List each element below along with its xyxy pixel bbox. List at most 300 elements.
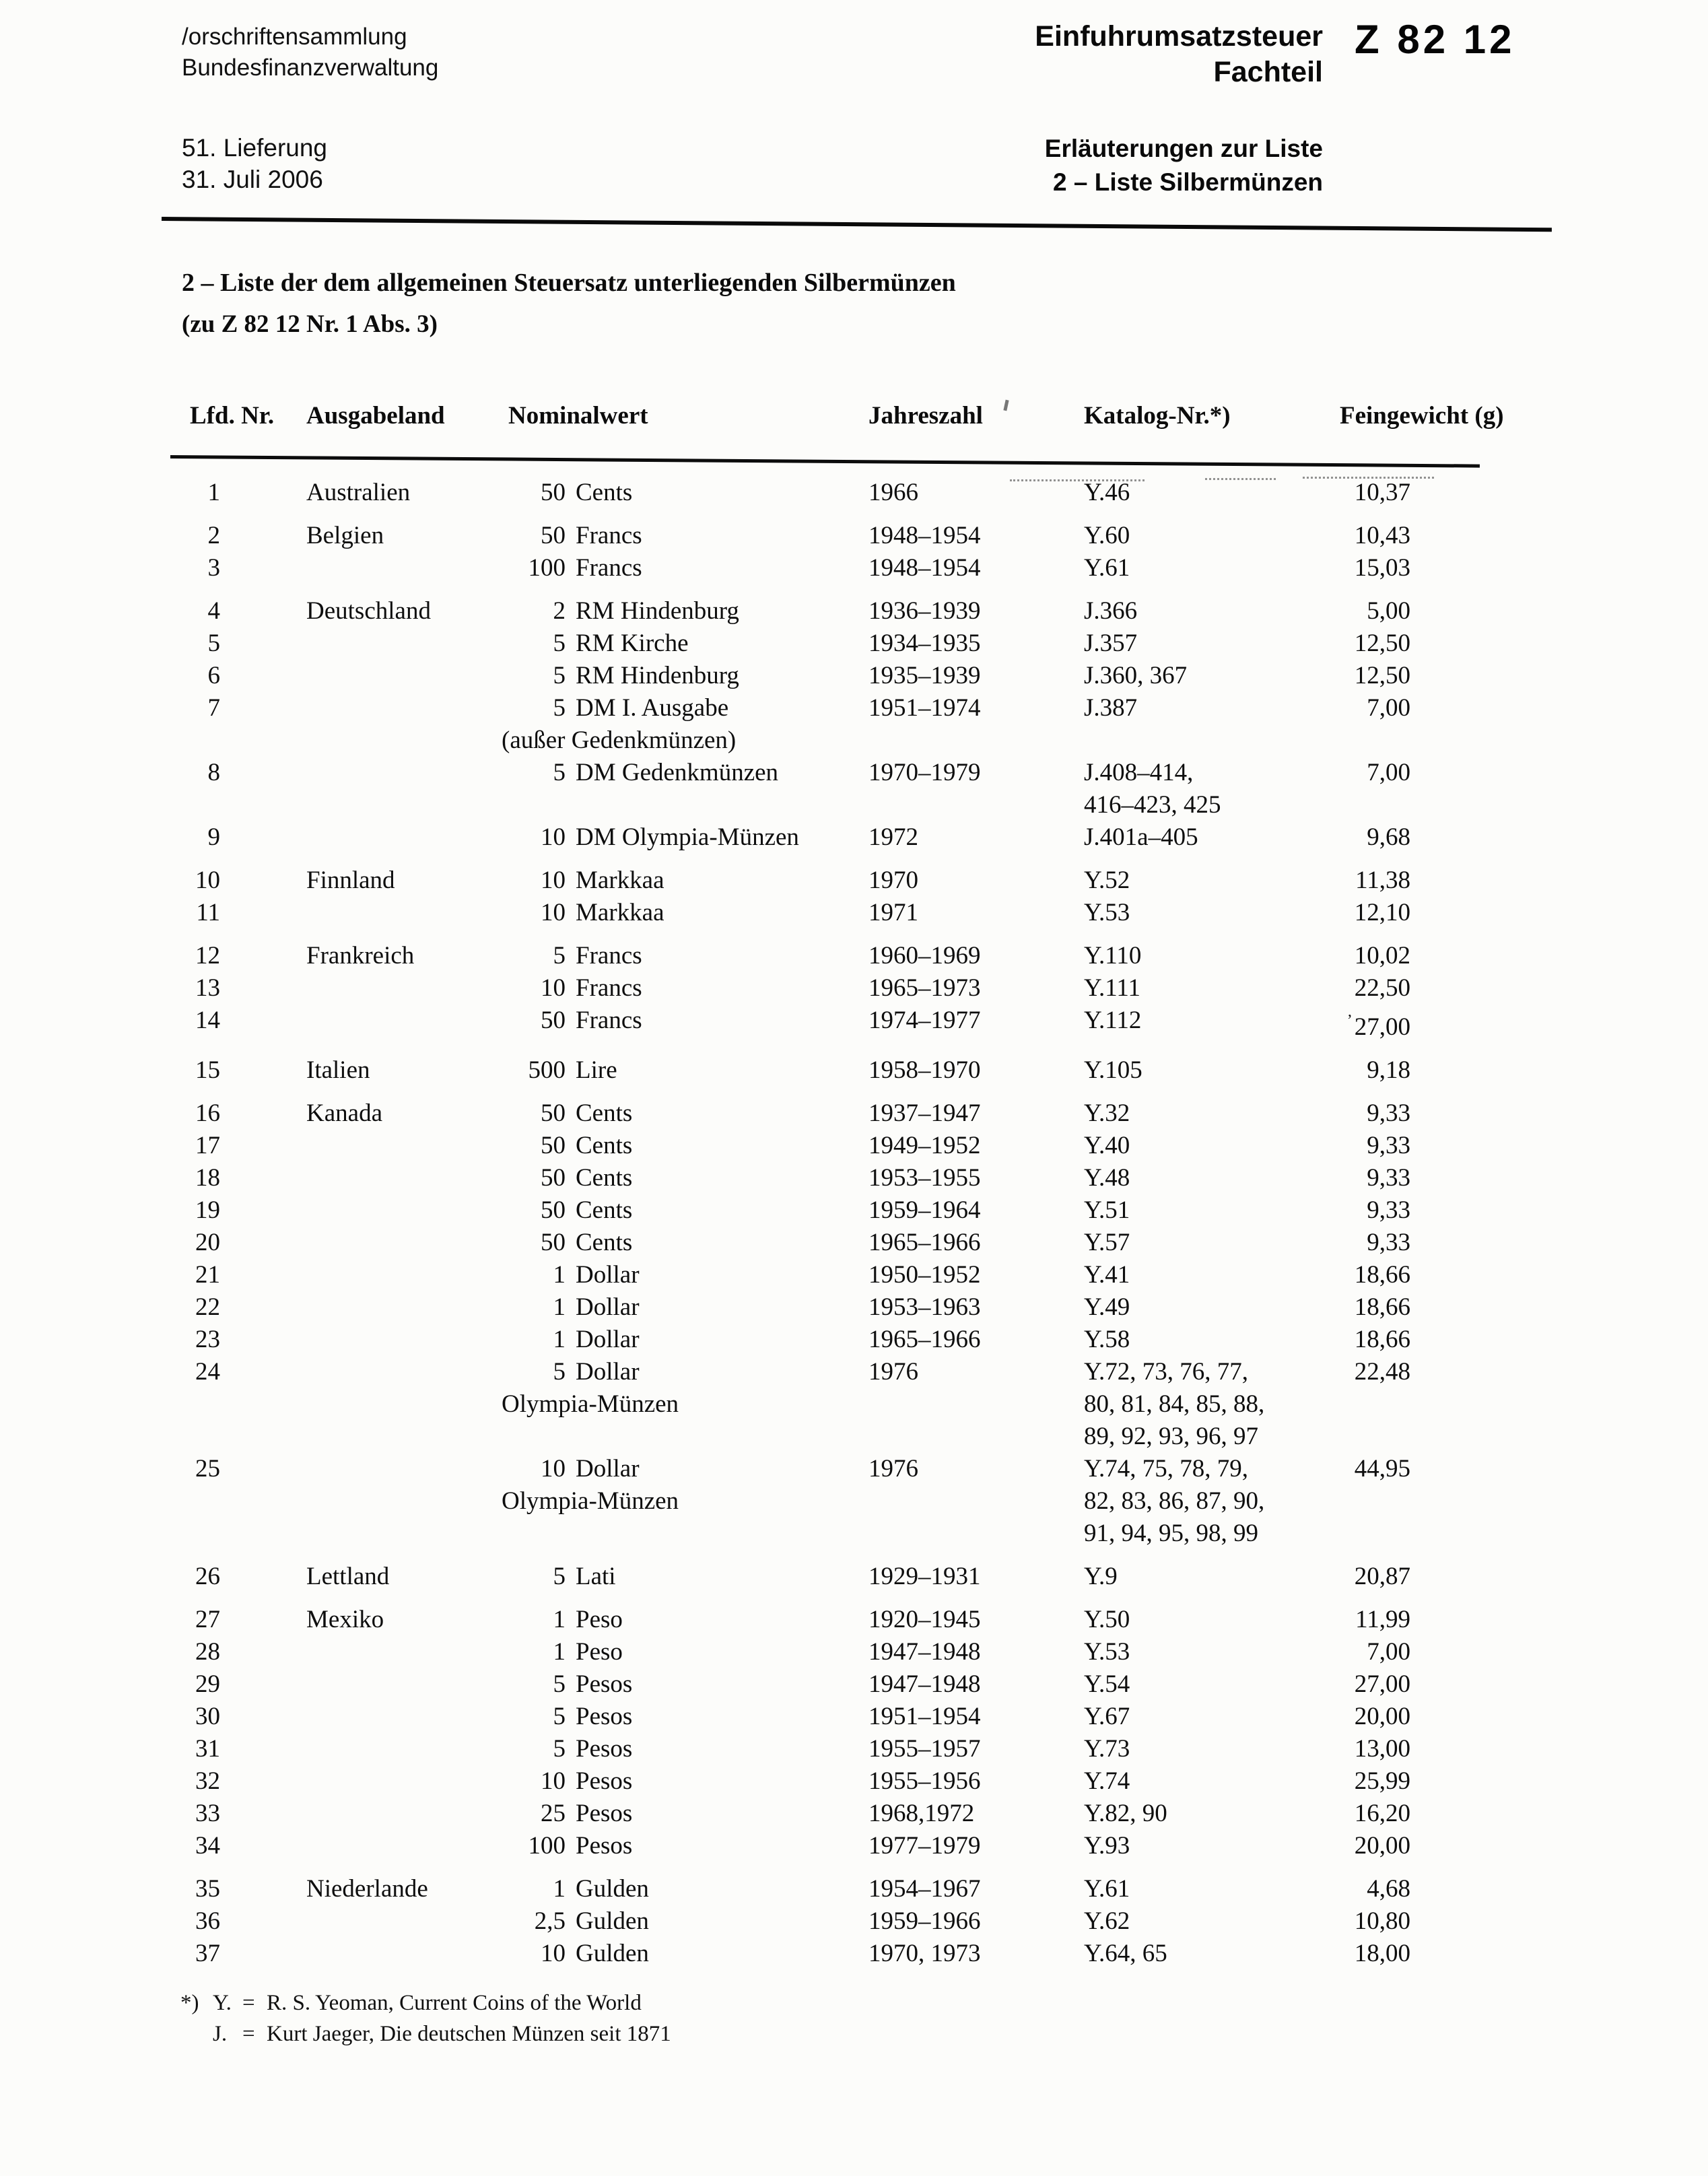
cell-katalog-nr bbox=[1023, 864, 1279, 897]
cell-ausgabeland bbox=[220, 1453, 471, 1550]
cell-jahreszahl: 1972 bbox=[868, 823, 918, 851]
cell-nominalwert bbox=[471, 1905, 808, 1938]
nominal-amount: 1 bbox=[553, 1261, 566, 1289]
cell-feingewicht: 13,00 bbox=[1354, 1735, 1410, 1763]
nominal-amount: 5 bbox=[553, 1735, 566, 1763]
masthead-left bbox=[182, 22, 438, 195]
cell-nominalwert bbox=[471, 1324, 808, 1356]
nominal-unit: DM Gedenkmünzen bbox=[576, 759, 779, 786]
cell-feingewicht: 7,00 bbox=[1367, 694, 1410, 722]
delivery-info bbox=[182, 132, 438, 195]
nominal-unit: Markkaa bbox=[576, 899, 664, 926]
cell-jahreszahl: 1950–1952 bbox=[868, 1261, 981, 1289]
cell-nominalwert bbox=[471, 1130, 808, 1162]
table-row bbox=[178, 477, 1410, 509]
column-header-ausgabeland: Ausgabeland bbox=[306, 402, 445, 430]
nominal-amount: 50 bbox=[541, 522, 566, 549]
katalog-line: Y.61 bbox=[1084, 554, 1130, 582]
cell-lfd-nr: 26 bbox=[195, 1563, 220, 1590]
footnote-line bbox=[180, 2018, 671, 2049]
cell-feingewicht: 22,50 bbox=[1354, 974, 1410, 1002]
katalog-line: J.360, 367 bbox=[1084, 662, 1188, 689]
katalog-line: Y.52 bbox=[1084, 866, 1130, 894]
nominal-amount: 10 bbox=[541, 899, 566, 926]
cell-katalog-nr bbox=[1023, 1938, 1279, 1970]
delivery-number: 51. Lieferung bbox=[182, 134, 328, 162]
cell-ausgabeland bbox=[220, 627, 471, 660]
table-row bbox=[178, 1636, 1410, 1668]
cell-ausgabeland: Finnland bbox=[306, 866, 395, 894]
nominal-unit: Pesos bbox=[576, 1832, 633, 1860]
column-header-nominalwert: Nominalwert bbox=[508, 402, 648, 430]
cell-lfd-nr: 27 bbox=[195, 1606, 220, 1633]
cell-feingewicht: 20,00 bbox=[1354, 1832, 1410, 1860]
nominal-line bbox=[471, 1162, 808, 1194]
cell-lfd-nr: 36 bbox=[195, 1907, 220, 1935]
katalog-line: J.408–414, bbox=[1084, 759, 1194, 786]
table-row bbox=[178, 692, 1410, 757]
katalog-line: Y.32 bbox=[1084, 1099, 1130, 1127]
nominal-line bbox=[471, 821, 808, 854]
cell-jahreszahl: 1970, 1973 bbox=[868, 1940, 981, 1967]
cell-ausgabeland: Australien bbox=[306, 479, 411, 506]
document-code: Z 82 12 bbox=[1355, 17, 1515, 62]
katalog-line: Y.67 bbox=[1084, 1703, 1130, 1730]
cell-nominalwert bbox=[471, 1162, 808, 1194]
cell-feingewicht: 9,33 bbox=[1367, 1229, 1410, 1256]
cell-katalog-nr bbox=[1023, 940, 1279, 972]
table-row bbox=[178, 897, 1410, 929]
cell-katalog-nr bbox=[1023, 1259, 1279, 1291]
table-row bbox=[178, 660, 1410, 692]
cell-katalog-nr bbox=[1023, 1194, 1279, 1227]
nominal-line bbox=[471, 1798, 808, 1830]
cell-katalog-nr bbox=[1023, 1873, 1279, 1905]
cell-ausgabeland bbox=[220, 1636, 471, 1668]
nominal-unit: Dollar bbox=[576, 1293, 640, 1321]
cell-jahreszahl: 1966 bbox=[868, 479, 918, 506]
cell-jahreszahl: 1936–1939 bbox=[868, 597, 981, 625]
table-row bbox=[178, 1356, 1410, 1453]
cell-nominalwert bbox=[471, 627, 808, 660]
nominal-unit: Dollar bbox=[576, 1358, 640, 1386]
cell-ausgabeland bbox=[220, 757, 471, 821]
cell-nominalwert bbox=[471, 520, 808, 552]
cell-ausgabeland bbox=[220, 1733, 471, 1765]
cell-lfd-nr: 14 bbox=[195, 1007, 220, 1034]
table-row bbox=[178, 1604, 1410, 1636]
katalog-line: Y.51 bbox=[1084, 1196, 1130, 1224]
cell-feingewicht: 9,33 bbox=[1367, 1164, 1410, 1192]
cell-jahreszahl: 1929–1931 bbox=[868, 1563, 981, 1590]
cell-ausgabeland bbox=[220, 1259, 471, 1291]
cell-jahreszahl: 1953–1955 bbox=[868, 1164, 981, 1192]
nominal-amount: 5 bbox=[553, 662, 566, 689]
cell-katalog-nr bbox=[1023, 897, 1279, 929]
cell-feingewicht: 10,02 bbox=[1354, 942, 1410, 970]
cell-ausgabeland bbox=[220, 1798, 471, 1830]
cell-feingewicht: 22,48 bbox=[1354, 1358, 1410, 1386]
nominal-unit: Cents bbox=[576, 1196, 633, 1224]
cell-feingewicht: 18,66 bbox=[1354, 1261, 1410, 1289]
katalog-line: 80, 81, 84, 85, 88, bbox=[1084, 1390, 1265, 1418]
footnote-key: Y. bbox=[213, 1991, 232, 2015]
cell-feingewicht: 15,03 bbox=[1354, 554, 1410, 582]
katalog-line: Y.82, 90 bbox=[1084, 1800, 1167, 1827]
cell-nominalwert bbox=[471, 1938, 808, 1970]
table-row bbox=[178, 552, 1410, 584]
footnote bbox=[180, 1987, 671, 2049]
cell-lfd-nr: 30 bbox=[195, 1703, 220, 1730]
nominal-amount: 10 bbox=[541, 823, 566, 851]
nominal-amount: 500 bbox=[528, 1056, 566, 1084]
cell-katalog-nr bbox=[1023, 595, 1279, 627]
cell-nominalwert bbox=[471, 1668, 808, 1701]
cell-nominalwert bbox=[471, 552, 808, 584]
cell-jahreszahl: 1955–1956 bbox=[868, 1767, 981, 1795]
cell-katalog-nr bbox=[1023, 1561, 1279, 1593]
nominal-unit: Francs bbox=[576, 974, 642, 1002]
nominal-unit: Pesos bbox=[576, 1670, 633, 1698]
nominal-line bbox=[471, 627, 808, 660]
nominal-unit: Cents bbox=[576, 1164, 633, 1192]
nominal-amount: 50 bbox=[541, 1099, 566, 1127]
nominal-line bbox=[471, 1324, 808, 1356]
cell-feingewicht: 9,68 bbox=[1367, 823, 1410, 851]
nominal-line: Olympia-Münzen bbox=[502, 1487, 679, 1515]
nominal-line bbox=[471, 1938, 808, 1970]
nominal-amount: 50 bbox=[541, 1007, 566, 1034]
katalog-line: 82, 83, 86, 87, 90, bbox=[1084, 1487, 1265, 1515]
section-subtitle bbox=[875, 132, 1323, 199]
nominal-amount: 10 bbox=[541, 1767, 566, 1795]
cell-jahreszahl: 1947–1948 bbox=[868, 1670, 981, 1698]
cell-katalog-nr bbox=[1023, 552, 1279, 584]
cell-ausgabeland bbox=[220, 897, 471, 929]
katalog-line: Y.54 bbox=[1084, 1670, 1130, 1698]
cell-ausgabeland bbox=[220, 1130, 471, 1162]
katalog-line: 416–423, 425 bbox=[1084, 791, 1221, 819]
cell-jahreszahl: 1970–1979 bbox=[868, 759, 981, 786]
cell-feingewicht: 9,33 bbox=[1367, 1196, 1410, 1224]
katalog-line: Y.74 bbox=[1084, 1767, 1130, 1795]
nominal-line bbox=[471, 1453, 808, 1485]
nominal-amount: 5 bbox=[553, 630, 566, 657]
cell-jahreszahl: 1948–1954 bbox=[868, 522, 981, 549]
cell-nominalwert bbox=[471, 1097, 808, 1130]
section-title-line2: Fachteil bbox=[1213, 56, 1323, 88]
masthead-right bbox=[875, 19, 1323, 199]
cell-jahreszahl: 1951–1954 bbox=[868, 1703, 981, 1730]
nominal-line bbox=[471, 1636, 808, 1668]
cell-jahreszahl: 1976 bbox=[868, 1358, 918, 1386]
cell-katalog-nr bbox=[1023, 972, 1279, 1005]
cell-lfd-nr: 17 bbox=[195, 1132, 220, 1159]
footnote-equals: = bbox=[242, 2022, 255, 2046]
nominal-amount: 50 bbox=[541, 1196, 566, 1224]
cell-jahreszahl: 1965–1966 bbox=[868, 1229, 981, 1256]
table-row bbox=[178, 1227, 1410, 1259]
nominal-amount: 2,5 bbox=[534, 1907, 566, 1935]
cell-katalog-nr bbox=[1023, 1798, 1279, 1830]
table-row bbox=[178, 757, 1410, 821]
cell-katalog-nr bbox=[1023, 1905, 1279, 1938]
cell-jahreszahl: 1949–1952 bbox=[868, 1132, 981, 1159]
cell-feingewicht: 18,00 bbox=[1354, 1940, 1410, 1967]
cell-katalog-nr bbox=[1023, 1005, 1279, 1044]
cell-ausgabeland: Kanada bbox=[306, 1099, 382, 1127]
column-header-jahreszahl: Jahreszahl bbox=[868, 402, 983, 430]
table-row bbox=[178, 1097, 1410, 1130]
table-row bbox=[178, 1291, 1410, 1324]
nominal-line bbox=[471, 1604, 808, 1636]
cell-ausgabeland bbox=[220, 1005, 471, 1044]
nominal-unit: Gulden bbox=[576, 1940, 649, 1967]
cell-lfd-nr: 7 bbox=[207, 694, 220, 722]
nominal-line bbox=[471, 1830, 808, 1862]
katalog-line: J.366 bbox=[1084, 597, 1138, 625]
cell-katalog-nr bbox=[1023, 692, 1279, 757]
nominal-unit: Francs bbox=[576, 1007, 642, 1034]
cell-lfd-nr: 22 bbox=[195, 1293, 220, 1321]
table-row bbox=[178, 1938, 1410, 1970]
nominal-unit: Francs bbox=[576, 554, 642, 582]
page-subtitle: (zu Z 82 12 Nr. 1 Abs. 3) bbox=[182, 310, 438, 338]
cell-nominalwert bbox=[471, 1604, 808, 1636]
delivery-date: 31. Juli 2006 bbox=[182, 166, 323, 193]
table-row bbox=[178, 1798, 1410, 1830]
nominal-line bbox=[471, 940, 808, 972]
cell-ausgabeland bbox=[220, 552, 471, 584]
cell-katalog-nr bbox=[1023, 1130, 1279, 1162]
nominal-line bbox=[471, 1356, 808, 1388]
cell-feingewicht: 9,18 bbox=[1367, 1056, 1410, 1084]
cell-nominalwert bbox=[471, 821, 808, 854]
nominal-unit: Cents bbox=[576, 1229, 633, 1256]
cell-katalog-nr bbox=[1023, 660, 1279, 692]
cell-nominalwert bbox=[471, 477, 808, 509]
footnote-equals: = bbox=[242, 1991, 255, 2015]
table-row bbox=[178, 520, 1410, 552]
cell-lfd-nr: 31 bbox=[195, 1735, 220, 1763]
cell-nominalwert bbox=[471, 1733, 808, 1765]
katalog-line: Y.110 bbox=[1084, 942, 1142, 970]
cell-lfd-nr: 13 bbox=[195, 974, 220, 1002]
cell-feingewicht: 7,00 bbox=[1367, 1638, 1410, 1666]
nominal-amount: 50 bbox=[541, 1229, 566, 1256]
cell-jahreszahl: 1948–1954 bbox=[868, 554, 981, 582]
cell-katalog-nr bbox=[1023, 1291, 1279, 1324]
cell-katalog-nr bbox=[1023, 1054, 1279, 1087]
cell-ausgabeland bbox=[220, 1701, 471, 1733]
cell-lfd-nr: 12 bbox=[195, 942, 220, 970]
cell-lfd-nr: 33 bbox=[195, 1800, 220, 1827]
cell-nominalwert bbox=[471, 1453, 808, 1550]
cell-lfd-nr: 28 bbox=[195, 1638, 220, 1666]
cell-lfd-nr: 11 bbox=[196, 899, 220, 926]
cell-nominalwert bbox=[471, 1798, 808, 1830]
katalog-line: Y.58 bbox=[1084, 1326, 1130, 1353]
cell-katalog-nr bbox=[1023, 757, 1279, 821]
nominal-unit: Gulden bbox=[576, 1875, 649, 1903]
cell-lfd-nr: 20 bbox=[195, 1229, 220, 1256]
nominal-line bbox=[471, 1005, 808, 1037]
cell-lfd-nr: 4 bbox=[207, 597, 220, 625]
cell-ausgabeland: Niederlande bbox=[306, 1875, 428, 1903]
cell-nominalwert bbox=[471, 692, 808, 757]
cell-katalog-nr bbox=[1023, 1830, 1279, 1862]
cell-ausgabeland bbox=[220, 1830, 471, 1862]
cell-nominalwert bbox=[471, 1054, 808, 1087]
cell-ausgabeland bbox=[220, 1227, 471, 1259]
cell-ausgabeland bbox=[220, 1356, 471, 1453]
cell-nominalwert bbox=[471, 1194, 808, 1227]
nominal-amount: 5 bbox=[553, 1563, 566, 1590]
cell-katalog-nr bbox=[1023, 1097, 1279, 1130]
cell-feingewicht: ’27,00 bbox=[1346, 1012, 1410, 1041]
cell-lfd-nr: 8 bbox=[207, 759, 220, 786]
cell-ausgabeland bbox=[220, 1938, 471, 1970]
footnote-text: R. S. Yeoman, Current Coins of the World bbox=[267, 1991, 642, 2015]
scan-mark: ’ bbox=[1346, 1012, 1353, 1029]
cell-ausgabeland bbox=[220, 1162, 471, 1194]
cell-katalog-nr bbox=[1023, 1733, 1279, 1765]
cell-feingewicht: 18,66 bbox=[1354, 1293, 1410, 1321]
cell-nominalwert bbox=[471, 595, 808, 627]
nominal-amount: 1 bbox=[553, 1326, 566, 1353]
cell-feingewicht: 9,33 bbox=[1367, 1132, 1410, 1159]
nominal-unit: Lati bbox=[576, 1563, 616, 1590]
nominal-amount: 50 bbox=[541, 479, 566, 506]
katalog-line: Y.62 bbox=[1084, 1907, 1130, 1935]
nominal-line: Olympia-Münzen bbox=[502, 1390, 679, 1418]
nominal-line bbox=[471, 1194, 808, 1227]
cell-lfd-nr: 37 bbox=[195, 1940, 220, 1967]
nominal-line bbox=[471, 1130, 808, 1162]
cell-katalog-nr bbox=[1023, 1636, 1279, 1668]
section-subtitle-line2: 2 – Liste Silbermünzen bbox=[1053, 168, 1323, 196]
katalog-line: 89, 92, 93, 96, 97 bbox=[1084, 1423, 1258, 1450]
cell-ausgabeland bbox=[220, 1668, 471, 1701]
footnote-line bbox=[180, 1987, 671, 2018]
nominal-line bbox=[471, 1765, 808, 1798]
cell-katalog-nr bbox=[1023, 1324, 1279, 1356]
cell-ausgabeland bbox=[220, 1194, 471, 1227]
katalog-line: Y.60 bbox=[1084, 522, 1130, 549]
cell-feingewicht: 18,66 bbox=[1354, 1326, 1410, 1353]
cell-ausgabeland: Deutschland bbox=[306, 597, 431, 625]
nominal-line bbox=[471, 1905, 808, 1938]
nominal-line bbox=[471, 1291, 808, 1324]
nominal-line bbox=[471, 595, 808, 627]
cell-feingewicht: 9,33 bbox=[1367, 1099, 1410, 1127]
table-row bbox=[178, 1130, 1410, 1162]
nominal-line bbox=[471, 864, 808, 897]
cell-jahreszahl: 1934–1935 bbox=[868, 630, 981, 657]
katalog-line: Y.64, 65 bbox=[1084, 1940, 1167, 1967]
table-row bbox=[178, 627, 1410, 660]
cell-nominalwert bbox=[471, 1765, 808, 1798]
cell-feingewicht: 20,00 bbox=[1354, 1703, 1410, 1730]
table-row bbox=[178, 864, 1410, 897]
nominal-unit: Pesos bbox=[576, 1767, 633, 1795]
cell-jahreszahl: 1959–1964 bbox=[868, 1196, 981, 1224]
nominal-unit: Dollar bbox=[576, 1455, 640, 1483]
nominal-line bbox=[471, 692, 808, 724]
table-row bbox=[178, 1701, 1410, 1733]
nominal-amount: 5 bbox=[553, 1703, 566, 1730]
nominal-unit: DM Olympia-Münzen bbox=[576, 823, 799, 851]
cell-ausgabeland: Belgien bbox=[306, 522, 384, 549]
cell-feingewicht: 16,20 bbox=[1354, 1800, 1410, 1827]
nominal-amount: 5 bbox=[553, 759, 566, 786]
nominal-amount: 25 bbox=[541, 1800, 566, 1827]
table-row bbox=[178, 1453, 1410, 1550]
katalog-line: Y.61 bbox=[1084, 1875, 1130, 1903]
cell-jahreszahl: 1971 bbox=[868, 899, 918, 926]
table-rows bbox=[178, 477, 1410, 1970]
katalog-line: Y.53 bbox=[1084, 899, 1130, 926]
cell-jahreszahl: 1965–1973 bbox=[868, 974, 981, 1002]
nominal-line bbox=[471, 1701, 808, 1733]
katalog-line: Y.46 bbox=[1084, 479, 1130, 506]
nominal-unit: Gulden bbox=[576, 1907, 649, 1935]
katalog-line: Y.53 bbox=[1084, 1638, 1130, 1666]
table-row bbox=[178, 1830, 1410, 1862]
table-row bbox=[178, 1765, 1410, 1798]
nominal-line bbox=[471, 757, 808, 789]
nominal-unit: Pesos bbox=[576, 1735, 633, 1763]
cell-nominalwert bbox=[471, 1356, 808, 1453]
cell-nominalwert bbox=[471, 1291, 808, 1324]
nominal-amount: 10 bbox=[541, 1455, 566, 1483]
cell-feingewicht: 11,99 bbox=[1355, 1606, 1410, 1633]
nominal-unit: Francs bbox=[576, 942, 642, 970]
cell-nominalwert bbox=[471, 897, 808, 929]
cell-ausgabeland: Lettland bbox=[306, 1563, 390, 1590]
footnote-text: Kurt Jaeger, Die deutschen Münzen seit 1871 bbox=[267, 2022, 671, 2046]
cell-jahreszahl: 1959–1966 bbox=[868, 1907, 981, 1935]
cell-ausgabeland bbox=[220, 1324, 471, 1356]
cell-feingewicht: 10,43 bbox=[1354, 522, 1410, 549]
katalog-line: Y.93 bbox=[1084, 1832, 1130, 1860]
nominal-line bbox=[471, 1668, 808, 1701]
cell-nominalwert bbox=[471, 1636, 808, 1668]
cell-nominalwert bbox=[471, 757, 808, 821]
cell-feingewicht: 12,50 bbox=[1354, 662, 1410, 689]
nominal-unit: RM Hindenburg bbox=[576, 662, 739, 689]
cell-lfd-nr: 3 bbox=[207, 554, 220, 582]
cell-jahreszahl: 1955–1957 bbox=[868, 1735, 981, 1763]
katalog-line: Y.112 bbox=[1084, 1007, 1142, 1034]
katalog-line: Y.40 bbox=[1084, 1132, 1130, 1159]
column-header-lfd-nr: Lfd. Nr. bbox=[190, 402, 275, 430]
publication-name-line1: /orschriftensammlung bbox=[182, 24, 407, 50]
cell-ausgabeland: Mexiko bbox=[306, 1606, 384, 1633]
nominal-amount: 5 bbox=[553, 942, 566, 970]
nominal-unit: Cents bbox=[576, 1132, 633, 1159]
nominal-amount: 5 bbox=[553, 694, 566, 722]
nominal-amount: 10 bbox=[541, 866, 566, 894]
nominal-line bbox=[471, 1227, 808, 1259]
cell-lfd-nr: 25 bbox=[195, 1455, 220, 1483]
katalog-line: J.357 bbox=[1084, 630, 1138, 657]
page-title: 2 – Liste der dem allgemeinen Steuersatz unterliegenden Silbermünzen bbox=[182, 269, 956, 297]
cell-jahreszahl: 1953–1963 bbox=[868, 1293, 981, 1321]
cell-feingewicht: 4,68 bbox=[1367, 1875, 1410, 1903]
cell-lfd-nr: 5 bbox=[207, 630, 220, 657]
cell-jahreszahl: 1951–1974 bbox=[868, 694, 981, 722]
